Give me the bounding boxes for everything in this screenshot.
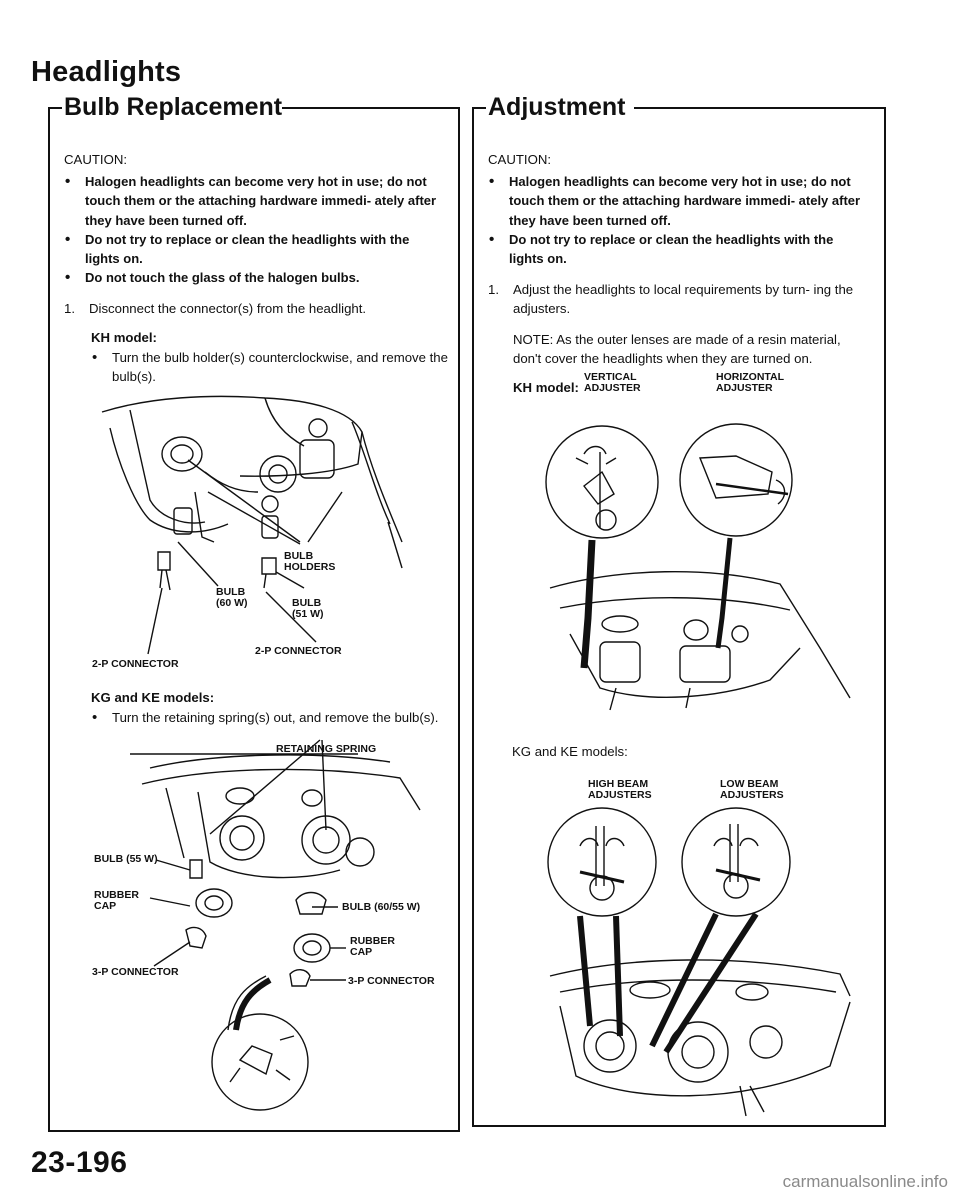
right-caution-list [488, 172, 868, 268]
resin-lens-note: NOTE: As the outer lenses are made of a resin material, don't cover the headlights when they are turned on. [513, 332, 841, 367]
horizontal-adjuster-label: HORIZONTAL ADJUSTER [716, 371, 784, 394]
kg-ke-bulb-diagram [90, 740, 450, 1125]
kg-ke-model-label: KG and KE models: [512, 744, 628, 759]
page-number: 23-196 [31, 1146, 128, 1179]
left-caution-list [64, 172, 444, 288]
adjustment-heading: Adjustment [488, 93, 626, 121]
step-number: 1. [488, 282, 499, 298]
bulb-holders-label: BULB HOLDERS [284, 550, 336, 573]
vertical-adjuster-label: VERTICAL ADJUSTER [584, 371, 641, 394]
bulb-replacement-heading: Bulb Replacement [64, 93, 283, 121]
right-caution-label: CAUTION: [488, 152, 552, 167]
right-step-1 [488, 280, 868, 318]
bulb-60w-label: BULB (60 W) [216, 586, 248, 609]
bulb-60-55w-label: BULB (60/55 W) [342, 901, 421, 913]
connector-2p-label: 2-P CONNECTOR [255, 645, 342, 657]
high-beam-adjusters-label: HIGH BEAM ADJUSTERS [588, 778, 652, 801]
step-text: Disconnect the connector(s) from the headlight. [89, 300, 367, 316]
left-caution-label: CAUTION: [64, 152, 128, 167]
watermark: carmanualsonline.info [782, 1172, 948, 1191]
left-text-block [64, 150, 448, 386]
kh-model-label: KH model: [91, 329, 157, 345]
rubber-cap-label: RUBBER CAP [350, 935, 395, 958]
bulb-51w-label: BULB (51 W) [292, 597, 324, 620]
kh-bulb-diagram [90, 392, 450, 677]
rubber-cap-label: RUBBER CAP [94, 889, 139, 912]
kg-ke-model-label: KG and KE models: [91, 690, 215, 705]
connector-2p-label: 2-P CONNECTOR [92, 658, 179, 670]
kh-model-label: KH model: [513, 380, 579, 396]
bulb-55w-label: BULB (55 W) [94, 853, 158, 865]
right-caution-item: • Do not try to replace or clean the headlights with the lights on. [488, 230, 868, 269]
left-caution-item: • Halogen headlights can become very hot in use; do not touch them or the attaching hardware immedi- ately after they have been turned off. [64, 172, 444, 230]
retaining-spring-label: RETAINING SPRING [276, 743, 377, 755]
left-caution-item: • Do not touch the glass of the halogen bulbs. [64, 268, 444, 287]
kg-ke-instruction: • Turn the retaining spring(s) out, and remove the bulb(s). [91, 708, 443, 727]
step-number: 1. [64, 300, 75, 316]
left-caution-item: • Do not try to replace or clean the headlights with the lights on. [64, 230, 444, 269]
connector-3p-label: 3-P CONNECTOR [92, 966, 179, 978]
kg-ke-adjuster-diagram [540, 806, 870, 1121]
right-caution-item: • Halogen headlights can become very hot in use; do not touch them or the attaching hardware immedi- ately after they have been turned off. [488, 172, 868, 230]
low-beam-adjusters-label: LOW BEAM ADJUSTERS [720, 778, 784, 801]
kg-ke-text-block [91, 688, 443, 727]
left-step-1 [64, 299, 444, 318]
kh-instruction: • Turn the bulb holder(s) counterclockwise, and remove the bulb(s). [91, 348, 464, 386]
step-text: Adjust the headlights to local requirements by turn- ing the adjusters. [513, 282, 854, 317]
kh-adjuster-diagram [540, 398, 870, 728]
page-title: Headlights [31, 56, 182, 88]
connector-3p-label: 3-P CONNECTOR [348, 975, 435, 987]
right-text-block [488, 150, 868, 397]
